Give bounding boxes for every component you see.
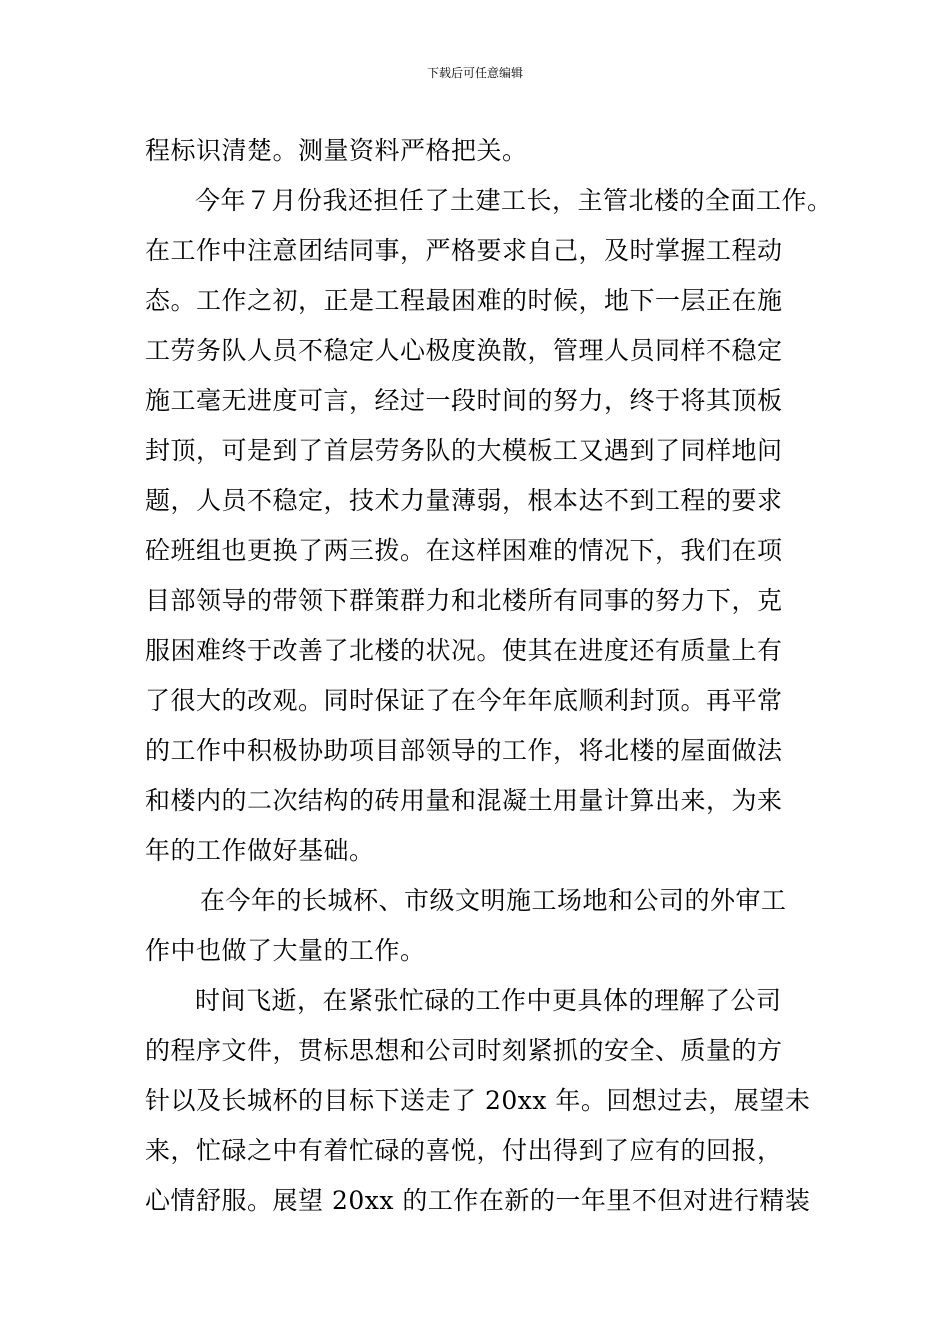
text-line: 题，人员不稳定，技术力量薄弱，根本达不到工程的要求 <box>145 486 783 515</box>
text-line: 和楼内的二次结构的砖用量和混凝土用量计算出来，为来 <box>145 786 783 815</box>
text-line: 服困难终于改善了北楼的状况。使其在进度还有质量上有 <box>145 636 783 665</box>
text-line: 态。工作之初，正是工程最困难的时候，地下一层正在施 <box>145 286 783 315</box>
text-line: 的程序文件，贯标思想和公司时刻紧抓的安全、质量的方 <box>145 1036 783 1065</box>
text-line: 年的工作做好基础。 <box>145 836 375 865</box>
text-line: 工劳务队人员不稳定人心极度涣散，管理人员同样不稳定 <box>145 336 783 365</box>
paragraph-first-line: 今年７月份我还担任了土建工长，主管北楼的全面工作。 <box>195 186 833 215</box>
text-line: 施工毫无进度可言，经过一段时间的努力，终于将其顶板 <box>145 386 783 415</box>
text-line: 的工作中积极协助项目部领导的工作，将北楼的屋面做法 <box>145 736 783 765</box>
text-line: 封顶，可是到了首层劳务队的大模板工又遇到了同样地问 <box>145 436 783 465</box>
text-line: 砼班组也更换了两三拨。在这样困难的情况下，我们在项 <box>145 536 783 565</box>
text-line: 程标识清楚。测量资料严格把关。 <box>145 136 528 165</box>
text-line: 作中也做了大量的工作。 <box>145 936 426 965</box>
text-line: 目部领导的带领下群策群力和北楼所有同事的努力下，克 <box>145 586 783 615</box>
text-line: 来，忙碌之中有着忙碌的喜悦，付出得到了应有的回报， <box>145 1136 783 1165</box>
text-line: 在工作中注意团结同事，严格要求自己，及时掌握工程动 <box>145 236 783 265</box>
text-line: 心情舒服。展望 20xx 的工作在新的一年里不但对进行精装 <box>145 1186 811 1215</box>
text-line: 了很大的改观。同时保证了在今年年底顺利封顶。再平常 <box>145 686 783 715</box>
page-header: 下载后可任意编辑 <box>426 66 523 80</box>
paragraph-first-line: 时间飞逝，在紧张忙碌的工作中更具体的理解了公司 <box>195 986 782 1015</box>
document-body <box>145 126 845 1226</box>
text-line: 针以及长城杯的目标下送走了 20xx 年。回想过去，展望未 <box>145 1086 811 1115</box>
paragraph-first-line: 在今年的长城杯、市级文明施工场地和公司的外审工 <box>200 886 787 915</box>
